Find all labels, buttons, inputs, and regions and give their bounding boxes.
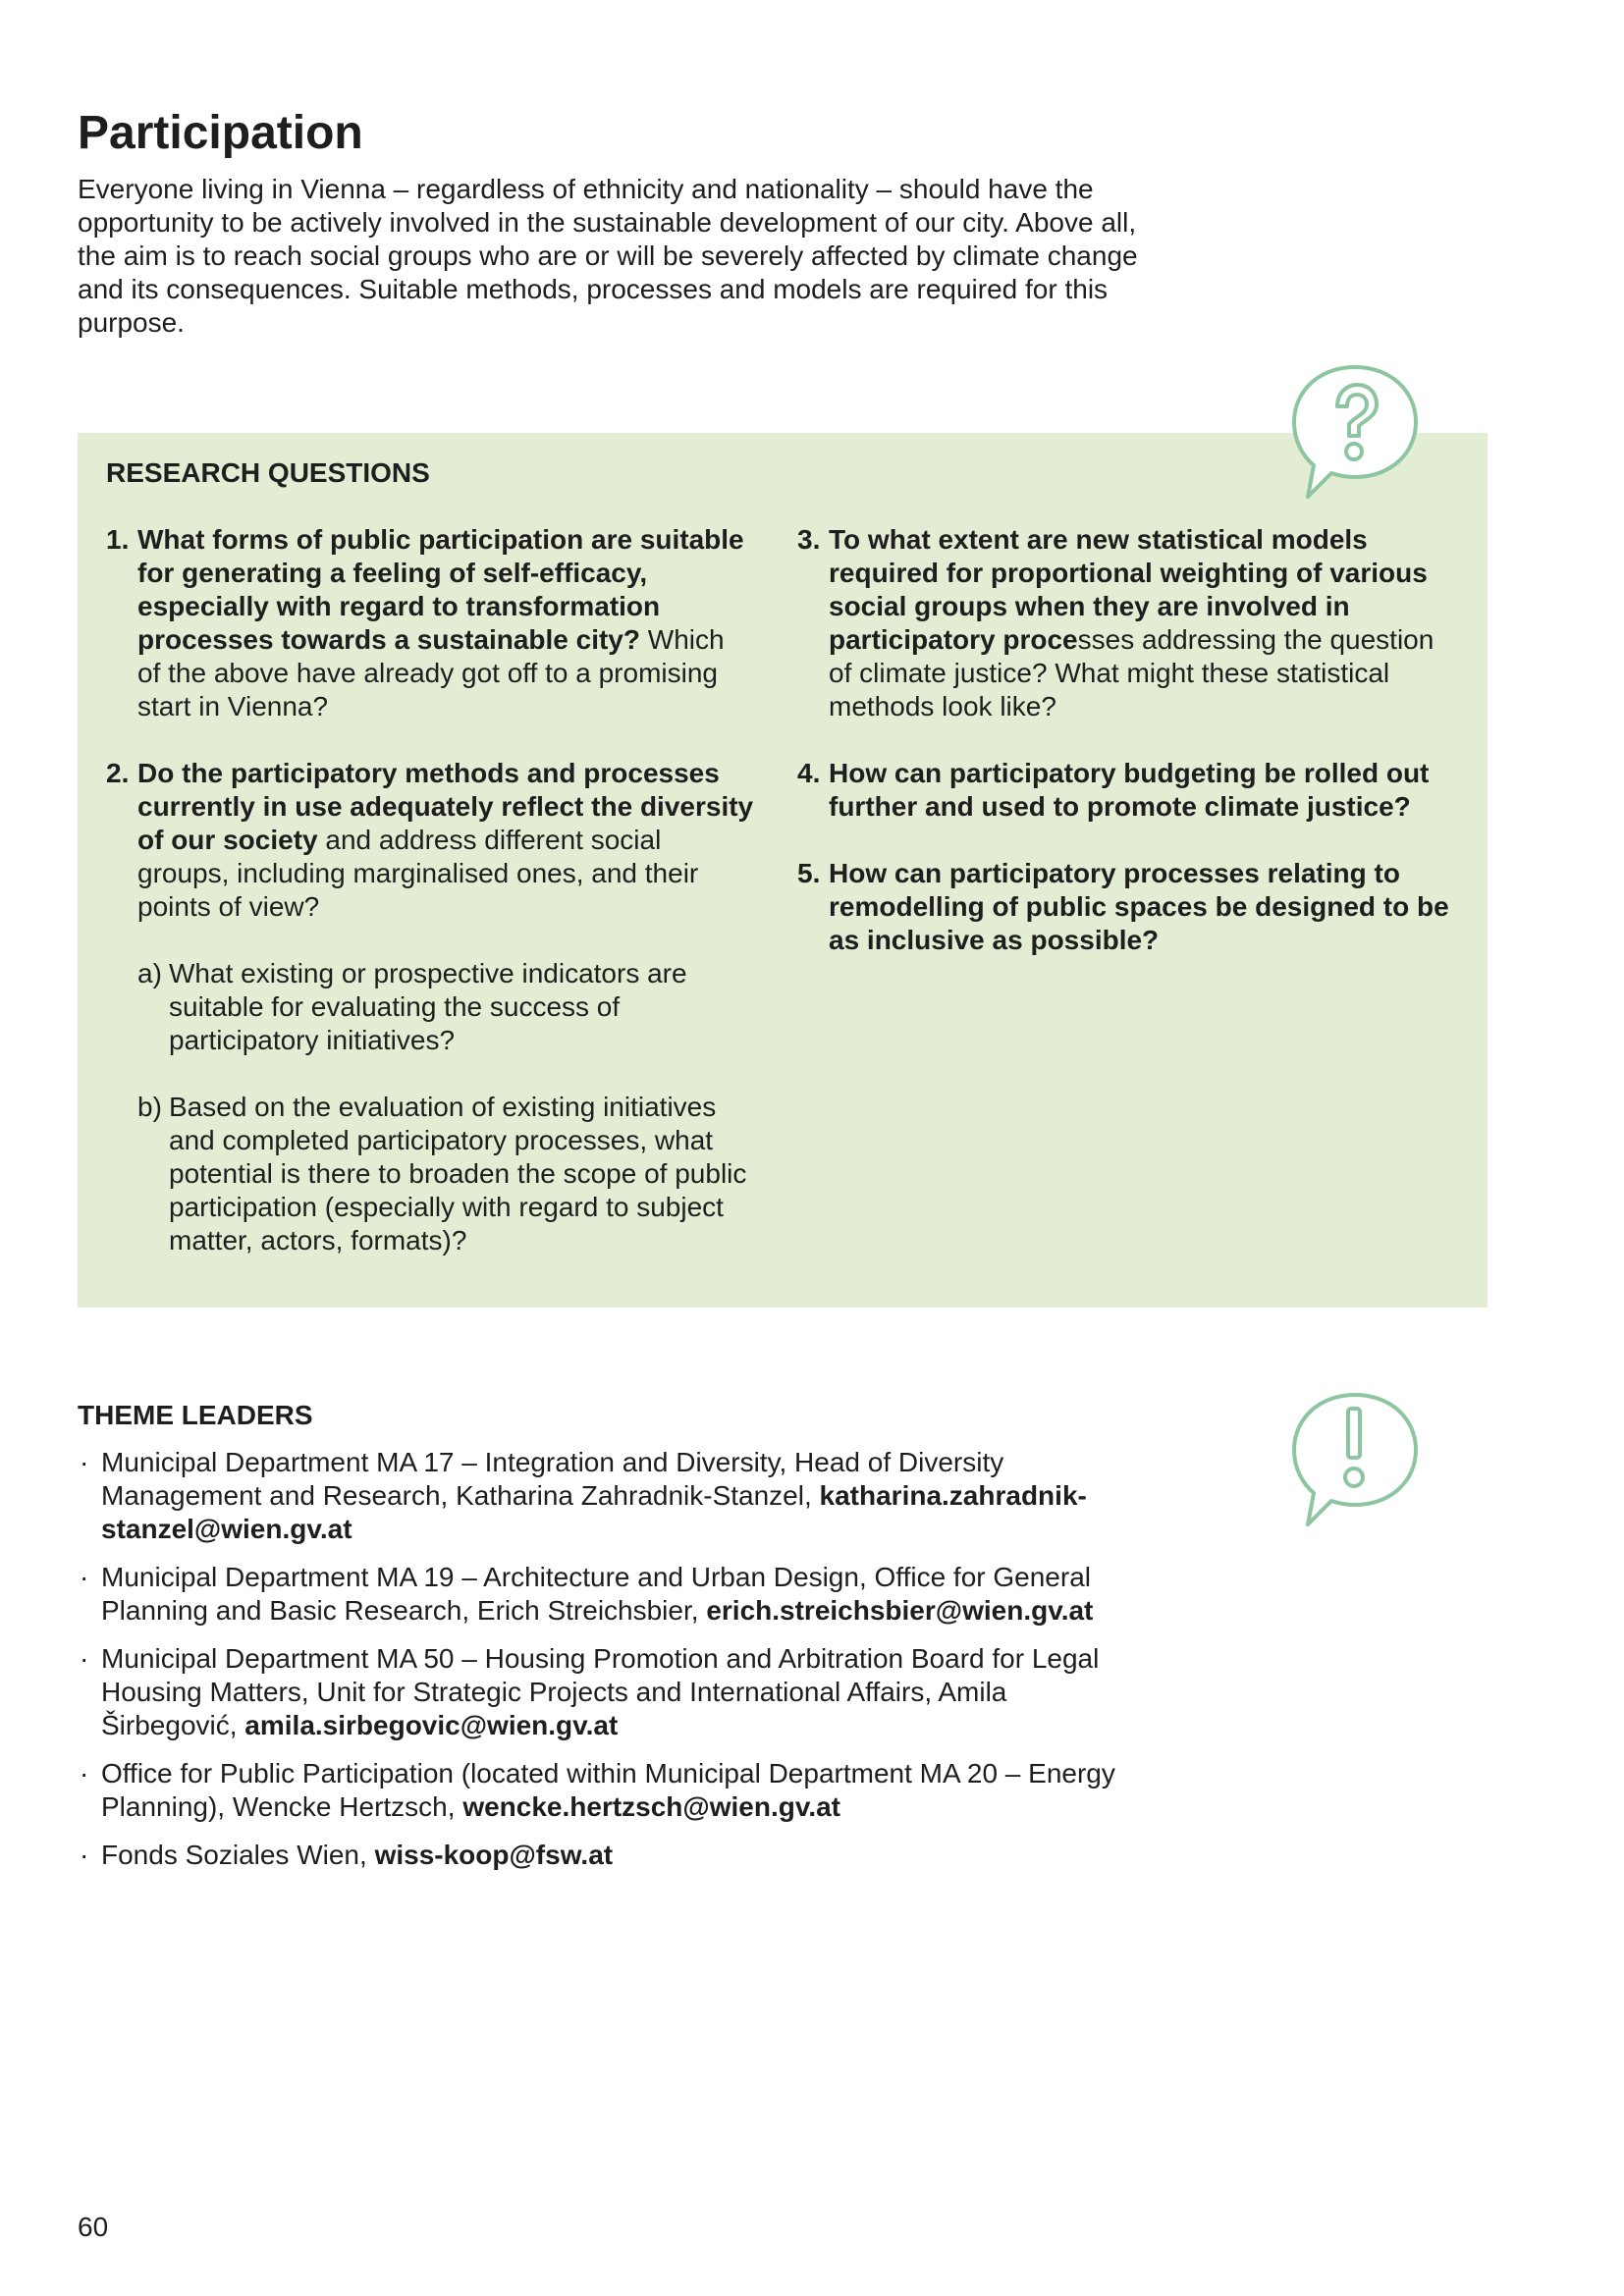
question-bold-text: Do the participatory methods and processes currently in use adequately reflect the diversity of our society bbox=[137, 758, 754, 855]
research-questions-heading: RESEARCH QUESTIONS bbox=[106, 457, 430, 488]
question-item bbox=[797, 757, 1461, 824]
question-item bbox=[106, 523, 754, 723]
page-number: 60 bbox=[78, 2212, 109, 2242]
intro-paragraph: Everyone living in Vienna – regardless of ethnicity and nationality – should have the opportunity to be actively involved in the sustainable development of our city. Above all, the aim is to reach social groups who are or will be severely affected by climate change and its consequences. Suitable methods, processes and models are required for this purpose. bbox=[78, 174, 1138, 338]
bullet: · bbox=[80, 1643, 89, 1674]
questions-column-right bbox=[797, 523, 1461, 990]
leader-email: erich.streichsbier@wien.gv.at bbox=[706, 1595, 1094, 1626]
sub-question-letter: a) bbox=[137, 958, 162, 988]
page-title: Participation bbox=[78, 107, 363, 159]
theme-leaders-list bbox=[78, 1446, 1118, 1887]
leader-text: Office for Public Participation (located within Municipal Department MA 20 – Energy Planning), Wencke Hertzsch, bbox=[101, 1758, 1115, 1822]
leader-item bbox=[78, 1642, 1118, 1742]
leader-email: katharina.zahradnik-stanzel@wien.gv.at bbox=[101, 1480, 1087, 1544]
sub-question-text: What existing or prospective indicators are suitable for evaluating the success of participatory initiatives? bbox=[169, 958, 687, 1055]
bullet: · bbox=[80, 1447, 89, 1477]
question-bubble-icon bbox=[1288, 361, 1422, 507]
question-number: 3. bbox=[797, 524, 821, 555]
leader-text: Municipal Department MA 19 – Architecture and Urban Design, Office for General Planning and Basic Research, Erich Streichsbier, bbox=[101, 1562, 1091, 1626]
sub-question-text: Based on the evaluation of existing initiatives and completed participatory processes, what potential is there to broaden the scope of public participation (especially with regard to subject matter, actors, formats)? bbox=[169, 1092, 747, 1255]
question-bold-text: How can participatory processes relating to remodelling of public spaces be designed to be as inclusive as possible? bbox=[829, 858, 1449, 955]
question-item bbox=[797, 857, 1461, 957]
leader-email: wiss-koop@fsw.at bbox=[374, 1840, 614, 1870]
sub-question-item bbox=[106, 1091, 754, 1257]
questions-column-left bbox=[106, 523, 754, 1291]
question-number: 4. bbox=[797, 758, 821, 788]
theme-leaders-heading: THEME LEADERS bbox=[78, 1400, 313, 1430]
leader-item bbox=[78, 1446, 1118, 1546]
leader-item bbox=[78, 1561, 1118, 1628]
question-number: 2. bbox=[106, 758, 130, 788]
leader-item bbox=[78, 1757, 1118, 1824]
question-text: sses addressing the question of climate justice? What might these statistical methods look like? bbox=[829, 624, 1435, 721]
question-bold-text: How can participatory budgeting be rolled out further and used to promote climate justice? bbox=[829, 758, 1430, 822]
sub-question-item bbox=[106, 957, 754, 1057]
leader-text: Fonds Soziales Wien, bbox=[101, 1840, 375, 1870]
bullet: · bbox=[80, 1840, 89, 1870]
question-item bbox=[797, 523, 1461, 723]
question-text: Which of the above have already got off to a promising start in Vienna? bbox=[137, 624, 725, 721]
question-bold-text: What forms of public participation are suitable for generating a feeling of self-efficacy, especially with regard to transformation processes towards a sustainable city? bbox=[137, 524, 744, 655]
bullet: · bbox=[80, 1562, 89, 1592]
leader-text: Municipal Department MA 50 – Housing Promotion and Arbitration Board for Legal Housing Matters, Unit for Strategic Projects and International Affairs, Amila Širbegović, bbox=[101, 1643, 1100, 1740]
question-bold-text: To what extent are new statistical models required for proportional weighting of various social groups when they are involved in participatory proce bbox=[829, 524, 1428, 655]
question-number: 5. bbox=[797, 858, 821, 888]
bullet: · bbox=[80, 1758, 89, 1789]
leader-email: wencke.hertzsch@wien.gv.at bbox=[462, 1791, 840, 1822]
question-number: 1. bbox=[106, 524, 130, 555]
leader-text: Municipal Department MA 17 – Integration and Diversity, Head of Diversity Management and Research, Katharina Zahradnik-Stanzel, bbox=[101, 1447, 1004, 1511]
question-item bbox=[106, 757, 754, 924]
exclamation-bubble-icon bbox=[1288, 1389, 1422, 1534]
sub-question-letter: b) bbox=[137, 1092, 162, 1122]
leader-email: amila.sirbegovic@wien.gv.at bbox=[244, 1710, 619, 1740]
question-text: and address different social groups, including marginalised ones, and their points of view? bbox=[137, 825, 699, 922]
leader-item bbox=[78, 1839, 1118, 1872]
